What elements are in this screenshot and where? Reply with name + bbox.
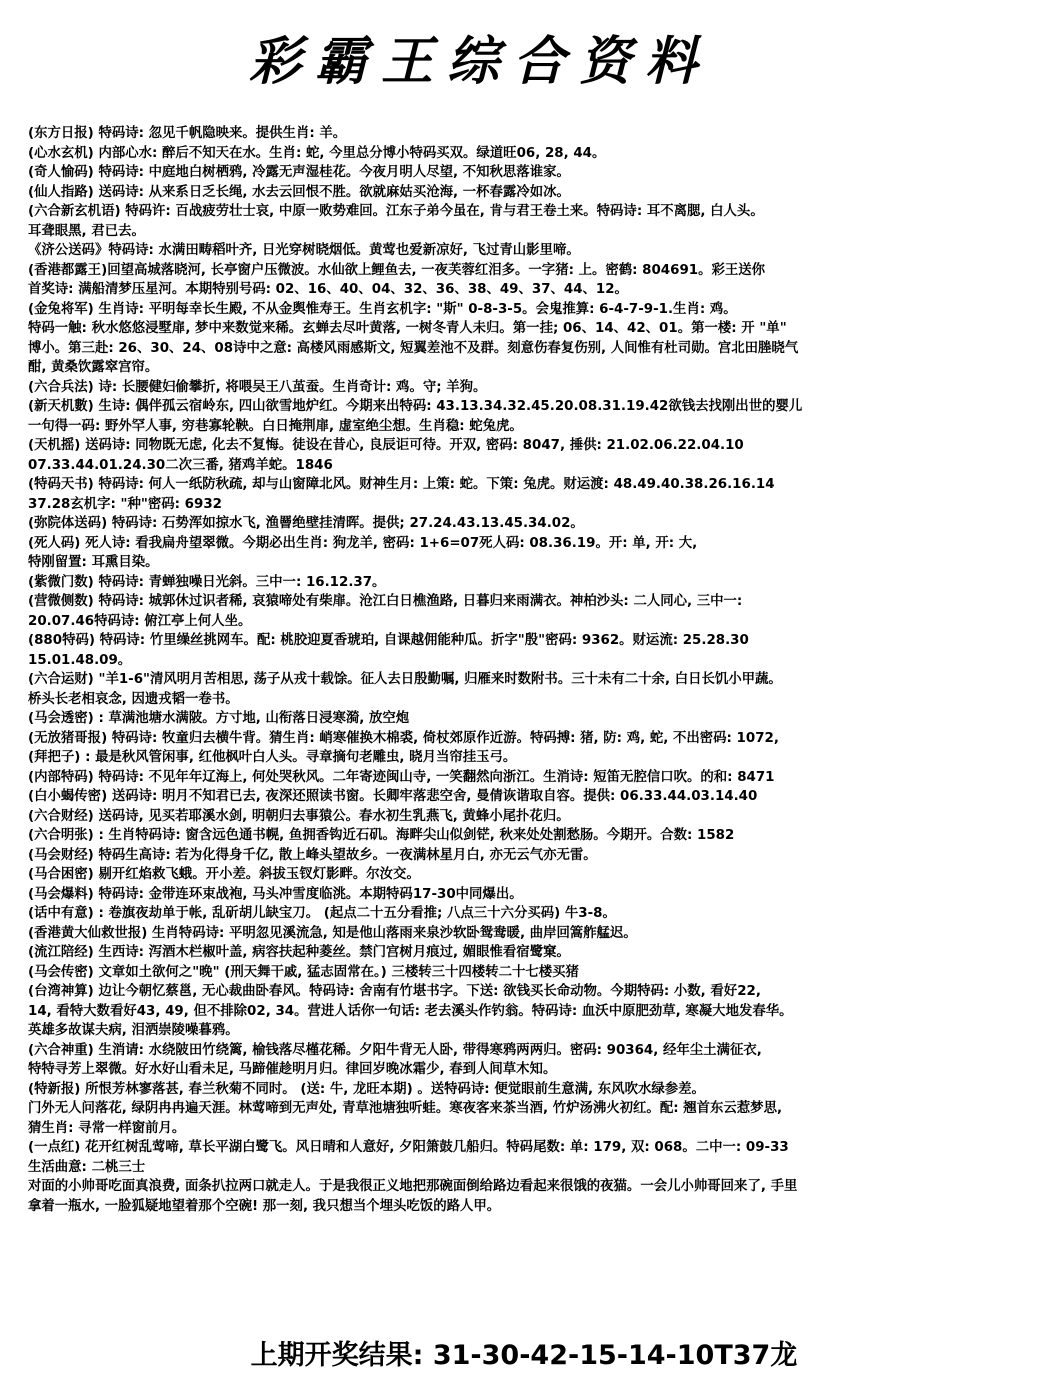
text-line: 猜生肖: 寻常一样窗前月。 bbox=[28, 1120, 186, 1136]
text-line: 特特寻芳上翠微。好水好山看未足, 马蹄催趁明月归。律回岁晚冰霜少, 春到人间草木知。 bbox=[28, 1062, 557, 1077]
text-line: (六合明张) : 生肖特码诗: 窗含远色通书幌, 鱼拥香钩近石矶。海畔尖山似剑铓, 秋来处处割愁肠。今期开。合数: 1582 bbox=[28, 828, 735, 843]
text-line: (六合兵法) 诗: 长腰健妇偷攀折, 将喂吴王八茧蚕。生肖奇计: 鸡。守; 羊狗。 bbox=[28, 379, 487, 395]
text-line: (880特码) 特码诗: 竹里缲丝挑网车。配: 桃胶迎夏香琥珀, 自课越佣能种瓜。折字"殷"密码: 9362。财运流: 25.28.30 bbox=[28, 633, 749, 648]
text-line: (马会透密) : 草满池塘水满陂。方寸地, 山衔落日浸寒漪, 放空炮 bbox=[28, 711, 410, 726]
text-line: 特刚留置: 耳熏目染。 bbox=[28, 555, 159, 570]
text-line: (东方日报) 特码诗: 忽见千帆隐映来。提供生肖: 羊。 bbox=[28, 126, 347, 141]
text-line: 一句得一码: 野外罕人事, 穷巷寡轮鞅。白日掩荆扉, 虚室绝尘想。生肖稳: 蛇兔虎。 bbox=[28, 418, 523, 434]
text-line: (金兔将军) 生肖诗: 平明每幸长生殿, 不从金舆惟寿王。生肖玄机字: "斯" 0-8-3-5。会鬼推算: 6-4-7-9-1.生肖: 鸡。 bbox=[28, 301, 737, 317]
text-line: (一点红) 花开红树乱莺啼, 草长平湖白鹭飞。风日晴和人意好, 夕阳箫鼓几船归。特码尾数: 单: 179, 双: 068。二中一: 09-33 bbox=[28, 1140, 789, 1155]
text-line: (六合神重) 生消请: 水绕陂田竹绕篱, 榆钱落尽槿花稀。夕阳牛背无人卧, 带得寒鸦两两归。密码: 90364, 经年尘土满征衣, bbox=[28, 1042, 762, 1058]
text-line: (六合运财) "羊1-6"清风明月苦相思, 荡子从戎十载馀。征人去日殷勤嘱, 归雁来时数附书。三十未有二十余, 白日长饥小甲蔬。 bbox=[28, 672, 782, 687]
text-line: (内部特码) 特码诗: 不见年年辽海上, 何处哭秋风。二年寄迹闽山寺, 一笑翻然向浙江。生消诗: 短笛无腔信口吹。的和: 8471 bbox=[28, 769, 775, 785]
text-line: (心水玄机) 内部心水: 醉后不知天在水。生肖: 蛇, 今里总分博小特码买双。绿道旺06, 28, 44。 bbox=[28, 145, 606, 161]
text-line: (拜把子) : 最是秋风管闲事, 红他枫叶白人头。寻章摘句老雕虫, 晓月当帘挂玉弓。 bbox=[28, 750, 517, 765]
text-line: (特码天书) 特码诗: 何人一纸防秋疏, 却与山窗障北风。财神生月: 上策: 蛇。下策: 兔虎。财运渡: 48.49.40.38.26.16.14 bbox=[28, 477, 775, 492]
text-line: (马会传密) 文章如土欲何之"晚" (刑天舞干戚, 猛志固常在。) 三楼转三十四楼转二十七楼买猪 bbox=[28, 964, 579, 980]
text-line: (仙人指路) 送码诗: 从来系日乏长绳, 水去云回恨不胜。欲就麻姑买沧海, 一杯春露冷如冰。 bbox=[28, 184, 570, 200]
text-line: (无放猪哥报) 特码诗: 牧童归去横牛背。猜生肖: 峭寒催换木棉裘, 倚杖郊原作近游。特码搏: 猪, 防: 鸡, 蛇, 不出密码: 1072, bbox=[28, 730, 779, 746]
text-line: (马会爆料) 特码诗: 金带连环束战袍, 马头冲雪度临洮。本期特码17-30中同爆出。 bbox=[28, 886, 523, 902]
text-line: 桥头长老相哀念, 因遗戎韬一卷书。 bbox=[28, 691, 239, 707]
content-body bbox=[28, 124, 1048, 1216]
text-line: 耳聋眼黑, 君已去。 bbox=[28, 223, 145, 239]
text-line: (白小蝎传密) 送码诗: 明月不知君已去, 夜深还照读书窗。长卿牢落悲空舍, 曼倩诙谐取自容。提供: 06.33.44.03.14.40 bbox=[28, 789, 758, 804]
text-line: (六合财经) 送码诗, 见买若耶溪水剑, 明朝归去事猿公。春水初生乳燕飞, 黄蜂小尾扑花归。 bbox=[28, 808, 570, 824]
text-line: 15.01.48.09。 bbox=[28, 652, 132, 668]
text-line: 20.07.46特码诗: 俯江亭上何人坐。 bbox=[28, 613, 252, 629]
text-line: (特新报) 所恨芳林寥落甚, 春兰秋菊不同时。 (送: 牛, 龙旺本期) 。送特码诗: 便觉眼前生意满, 东风吹水绿参差。 bbox=[28, 1081, 705, 1097]
text-line: (马会财经) 特码生高诗: 若为化得身千亿, 散上峰头望故乡。一夜满林星月白, 亦无云气亦无雷。 bbox=[28, 847, 597, 863]
text-line: 拿着一瓶水, 一脸狐疑地望着那个空碗! 那一刻, 我只想当个埋头吃饭的路人甲。 bbox=[28, 1198, 501, 1214]
text-line: (流江陪经) 生西诗: 泻酒木栏椒叶盖, 病容扶起种菱丝。禁门宫树月痕过, 媚眼惟看宿鹭窠。 bbox=[28, 945, 570, 960]
text-line: (营微侧数) 特码诗: 城郭休过识者稀, 哀猿啼处有柴扉。沧江白日樵渔路, 日暮归来雨满衣。神柏沙头: 二人同心, 三中一: bbox=[28, 594, 743, 609]
text-line: 门外无人问落花, 绿阴冉冉遍天涯。林莺啼到无声处, 青草池塘独听蛙。寒夜客来茶当酒, 竹炉汤沸火初红。配: 翘首东云惹梦思, bbox=[28, 1101, 783, 1116]
text-line: (六合新玄机语) 特码许: 百战疲劳壮士哀, 中原一败势难回。江东子弟今虽在, 肯与君王卷土来。特码诗: 耳不离腮, 白人头。 bbox=[28, 204, 764, 219]
text-line: 14, 看特大数看好43, 49, 但不排除02, 34。营进人话你一句话: 老去溪头作钓翁。特码诗: 血沃中原肥劲草, 寒凝大地发春华。 bbox=[28, 1003, 793, 1019]
page-title: 彩霸王综合资料 bbox=[248, 31, 711, 92]
text-line: 酣, 黄桑饮露窣宫帘。 bbox=[28, 360, 159, 375]
text-line: (弥院体送码) 特码诗: 石势浑如掠水飞, 渔罾绝壁挂清晖。提供; 27.24.43.13.45.34.02。 bbox=[28, 516, 584, 531]
text-line: (奇人愉码) 特码诗: 中庭地白树栖鸦, 冷露无声湿桂花。今夜月明人尽望, 不知秋思落谁家。 bbox=[28, 165, 570, 180]
text-line: (马合困密) 剔开红焰救飞蛾。开小差。斜拔玉钗灯影畔。尔汝交。 bbox=[28, 867, 420, 882]
text-line: (话中有意) : 卷旗夜劫单于帐, 乱斫胡儿缺宝刀。 (起点二十五分看推; 八点三十六分买码) 牛3-8。 bbox=[28, 906, 616, 921]
text-line: 37.28玄机字: "种"密码: 6932 bbox=[28, 496, 222, 512]
text-line: (香港黄大仙救世报) 生肖特码诗: 平明忽见溪流急, 知是他山落雨来泉沙软卧鸳鸯暖, 曲岸回篙舴艋迟。 bbox=[28, 925, 637, 941]
text-line: (新天机數) 生诗: 偶伴孤云宿岭东, 四山欲雪地炉红。今期来出特码: 43.13.34.32.45.20.08.31.19.42欲钱去找刚出世的婴儿 bbox=[28, 399, 803, 414]
text-line: 特码一触: 秋水悠悠浸墅扉, 梦中来数觉来稀。玄蝉去尽叶黄落, 一树冬青人未归。第一挂; 06、14、42、01。第一楼: 开 "单" bbox=[28, 321, 787, 336]
text-line: 博小。第三赴: 26、30、24、08诗中之意: 高楼风雨感斯文, 短翼差池不及群。刻意伤春复伤别, 人间惟有杜司勋。宫北田塍晓气 bbox=[28, 340, 799, 356]
text-line: 首奖诗: 满船清梦压星河。本期特别号码: 02、16、40、04、32、36、38、49、37、44、12。 bbox=[28, 282, 628, 297]
text-line: 对面的小帅哥吃面真浪费, 面条扒拉两口就走人。于是我很正义地把那碗面倒给路边看起来很饿的夜猫。一会儿小帅哥回来了, 手里 bbox=[28, 1179, 798, 1194]
text-line: 生活曲意: 二桃三士 bbox=[28, 1159, 146, 1175]
text-line: 《济公送码》特码诗: 水满田畴稻叶齐, 日光穿树晓烟低。黄莺也爱新凉好, 飞过青山影里啼。 bbox=[28, 243, 580, 258]
text-line: (香港都露王)回望高城落晓河, 长亭窗户压微波。水仙欲上鲤鱼去, 一夜芙蓉红泪多。一字猪: 上。密鹤: 804691。彩王送你 bbox=[28, 262, 766, 278]
text-line: (死人码) 死人诗: 看我扁舟望翠微。今期必出生肖: 狗龙羊, 密码: 1+6=07死人码: 08.36.19。开: 单, 开: 大, bbox=[28, 535, 698, 551]
last-draw-result: 上期开奖结果: 31-30-42-15-14-10T37龙 bbox=[250, 1340, 798, 1371]
text-line: (天机摇) 送码诗: 同物既无虑, 化去不复悔。徒设在昔心, 良辰讵可待。开双, 密码: 8047, 捶供: 21.02.06.22.04.10 bbox=[28, 438, 744, 453]
text-line: (紫微门数) 特码诗: 青蝉独噪日光斜。三中一: 16.12.37。 bbox=[28, 574, 386, 590]
text-line: (台湾神算) 边让今朝忆蔡邕, 无心裁曲卧春风。特码诗: 舍南有竹堪书字。下送: 欲钱买长命动物。今期特码: 小数, 看好22, bbox=[28, 984, 761, 999]
text-line: 英雄多故谋夫病, 泪洒崇陵噪暮鸦。 bbox=[28, 1023, 239, 1038]
text-line: 07.33.44.01.24.30二次三番, 猪鸡羊蛇。1846 bbox=[28, 457, 333, 473]
